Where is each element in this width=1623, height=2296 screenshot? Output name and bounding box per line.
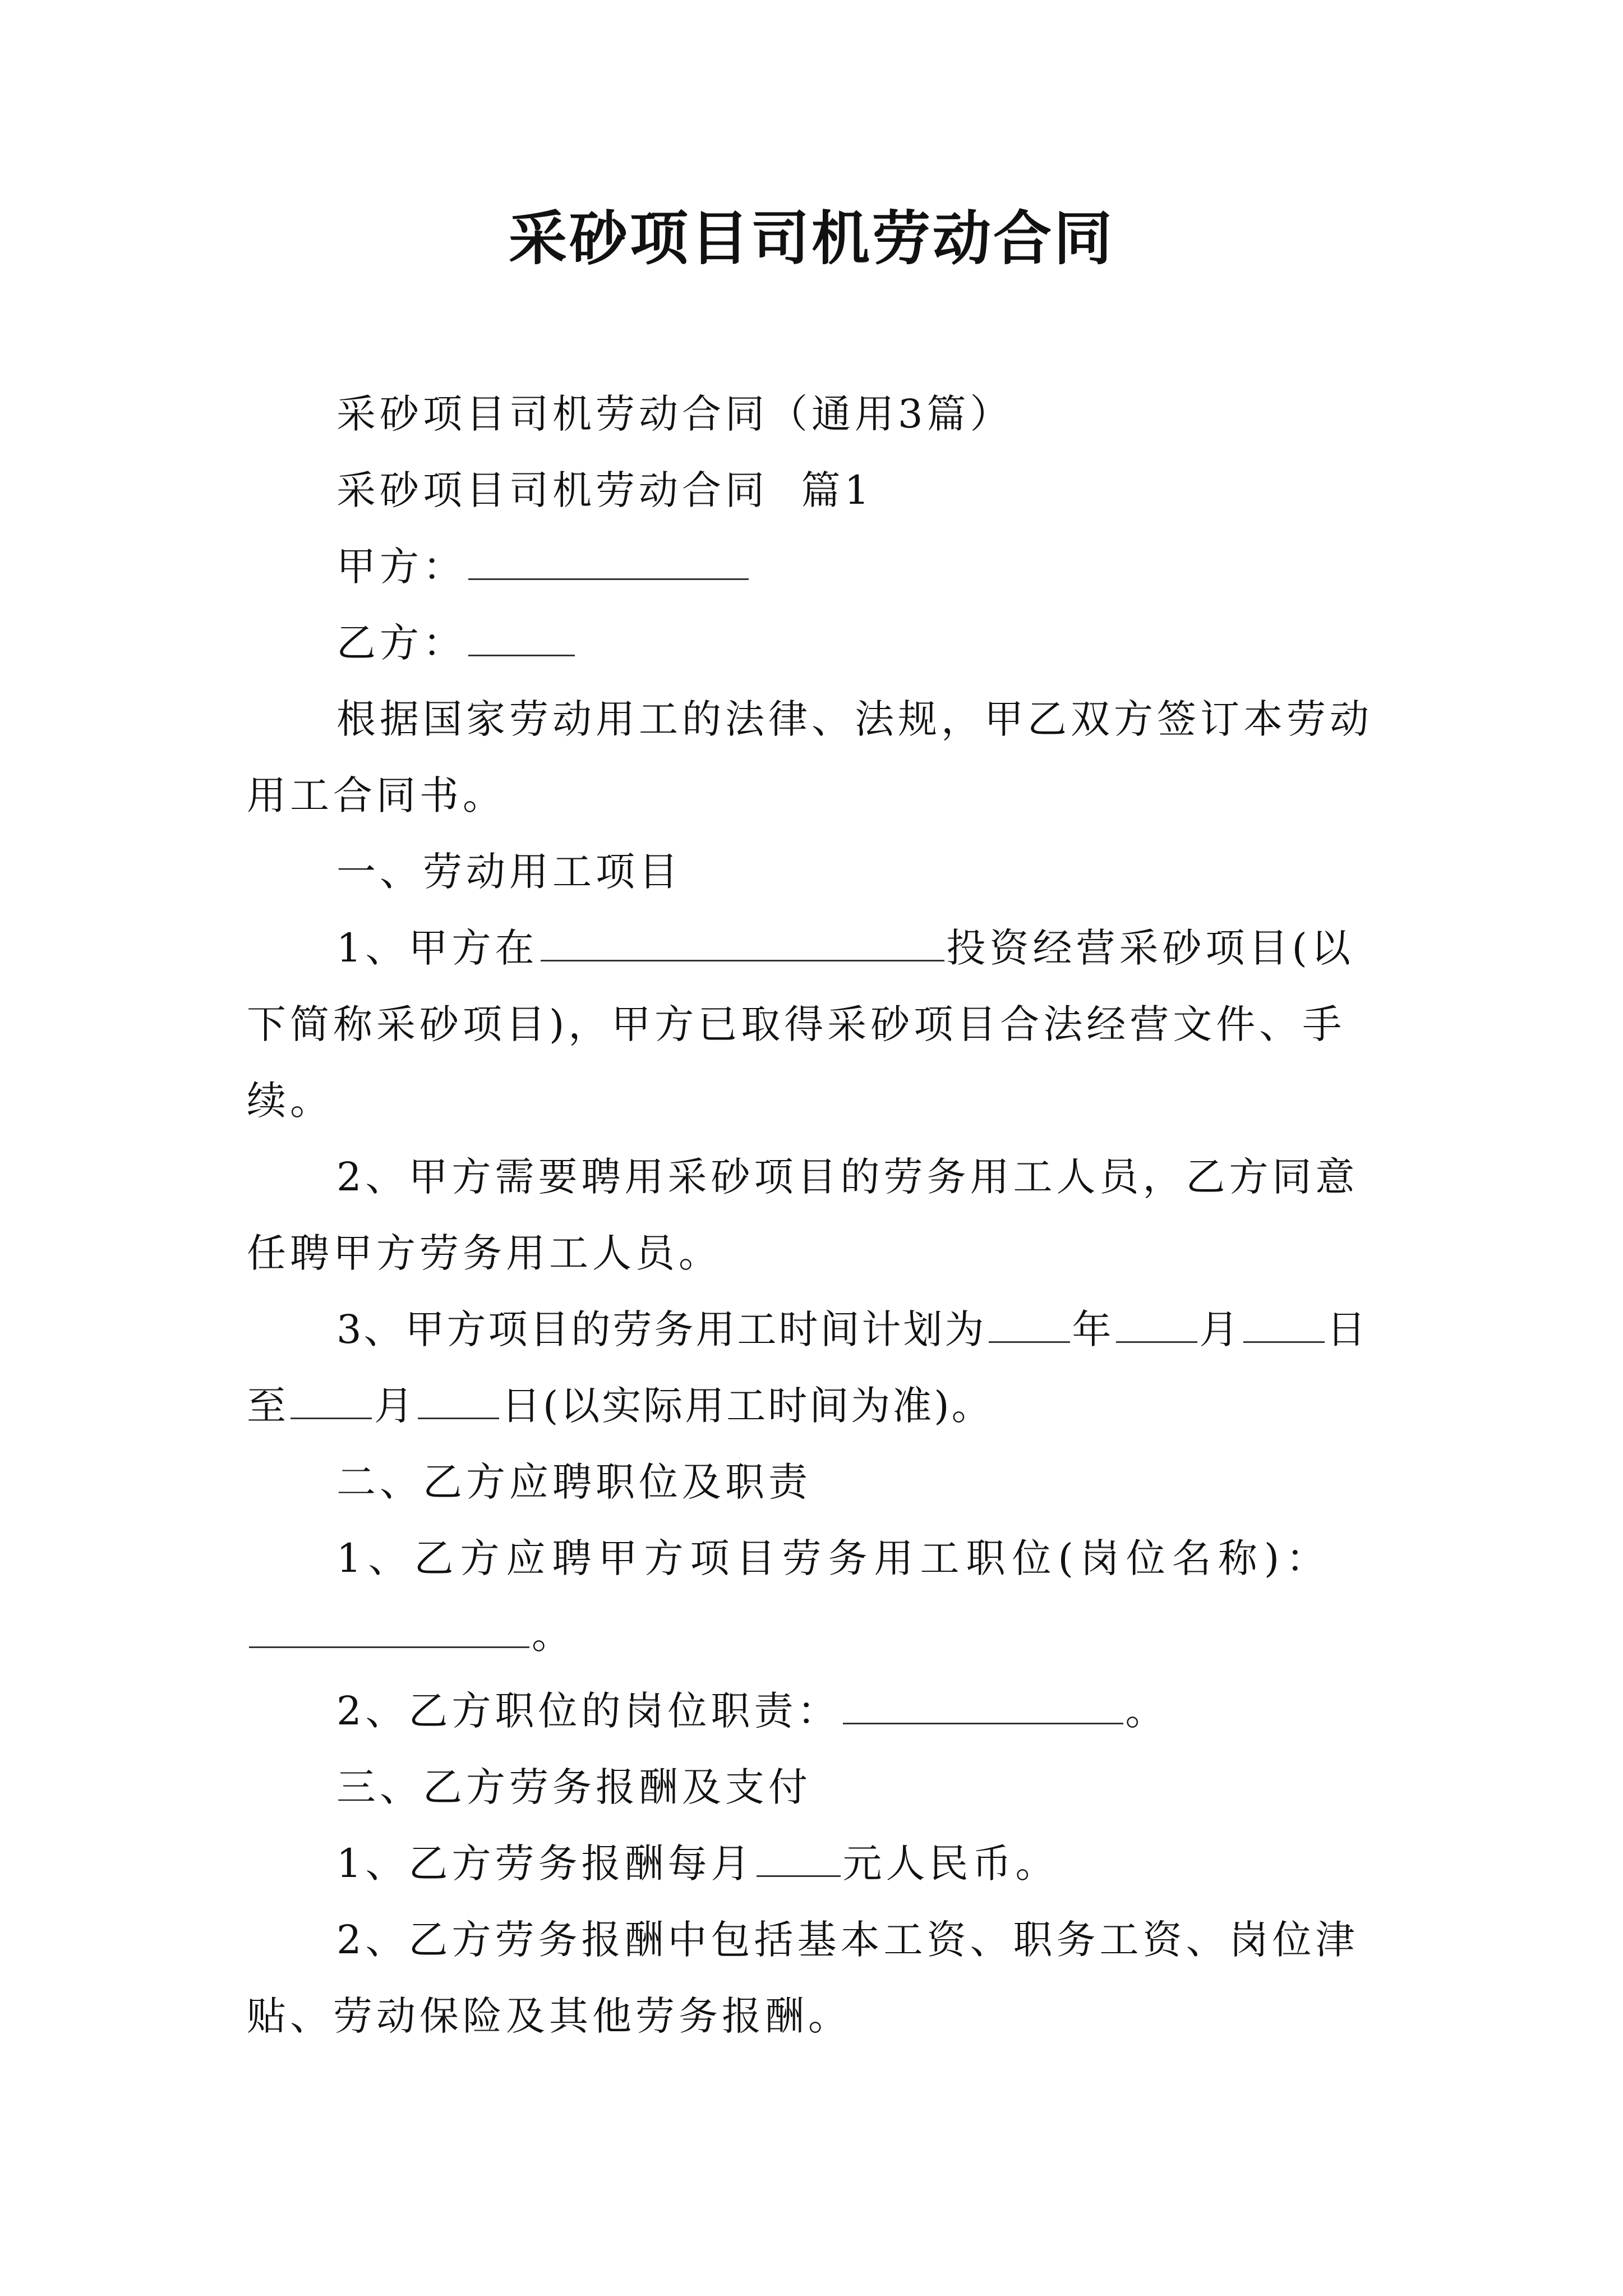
document-body	[247, 376, 1385, 2054]
section-1-heading: 一、劳动用工项目	[336, 849, 682, 895]
year-blank[interactable]	[989, 1332, 1070, 1343]
party-a-blank[interactable]	[468, 569, 749, 580]
position-name-blank[interactable]	[249, 1637, 529, 1648]
section-2-heading: 二、乙方应聘职位及职责	[336, 1459, 811, 1505]
section-3-heading: 三、乙方劳务报酬及支付	[336, 1764, 811, 1810]
intro-paragraph: 根据国家劳动用工的法律、法规，甲乙双方签订本劳动用工合同书。	[247, 696, 1373, 818]
section-1-item-1	[247, 910, 1385, 1139]
party-a-line	[247, 528, 1385, 605]
duties-blank[interactable]	[843, 1714, 1123, 1724]
section-heading: 采砂项目司机劳动合同 篇1	[336, 467, 874, 513]
s1-item1-pre: 1、甲方在	[336, 925, 538, 971]
party-b-label: 乙方：	[336, 620, 466, 666]
location-blank[interactable]	[541, 951, 944, 961]
month-label: 月	[1199, 1306, 1241, 1352]
section-3-item-1	[247, 1825, 1385, 1902]
s1-item3-pre: 3、甲方项目的劳务用工时间计划为	[336, 1306, 986, 1352]
s3-item1-post: 元人民币。	[842, 1841, 1059, 1887]
section-2-item-1	[247, 1520, 1385, 1673]
day-to-label: 日至	[247, 1306, 1368, 1429]
party-a-label: 甲方：	[336, 544, 466, 590]
s1-item3-post: 日(以实际用工时间为准)。	[501, 1383, 993, 1429]
party-b-blank[interactable]	[468, 646, 575, 656]
s2-item2-end: 。	[1125, 1688, 1169, 1734]
month2-blank[interactable]	[291, 1409, 372, 1419]
section-3-item-2: 2、乙方劳务报酬中包括基本工资、职务工资、岗位津贴、劳动保险及其他劳务报酬。	[247, 1917, 1359, 2039]
salary-blank[interactable]	[757, 1866, 841, 1877]
s1-item1-post: 投资经营采砂项目(以下简称采砂项目)，甲方已取得采砂项目合法经营文件、手续。	[247, 925, 1354, 1124]
section-1-item-2: 2、甲方需要聘用采砂项目的劳务用工人员，乙方同意任聘甲方劳务用工人员。	[247, 1154, 1359, 1276]
s2-item2-text: 2、乙方职位的岗位职责：	[336, 1688, 841, 1734]
month-blank[interactable]	[1116, 1332, 1197, 1343]
s3-item1-pre: 1、乙方劳务报酬每月	[336, 1841, 754, 1887]
party-b-line	[247, 605, 1385, 681]
section-2-item-2	[247, 1673, 1385, 1749]
document-subtitle: 采砂项目司机劳动合同（通用3篇）	[336, 391, 1013, 437]
day-blank[interactable]	[1243, 1332, 1325, 1343]
document-title: 采砂项目司机劳动合同	[508, 204, 1114, 273]
year-label: 年	[1072, 1306, 1114, 1352]
day2-blank[interactable]	[418, 1409, 499, 1419]
month2-label: 月	[374, 1383, 416, 1429]
s2-item1-text: 1、乙方应聘甲方项目劳务用工职位(岗位名称)：	[336, 1535, 1332, 1581]
section-1-item-3	[247, 1291, 1385, 1444]
s2-item1-end: 。	[532, 1612, 578, 1658]
